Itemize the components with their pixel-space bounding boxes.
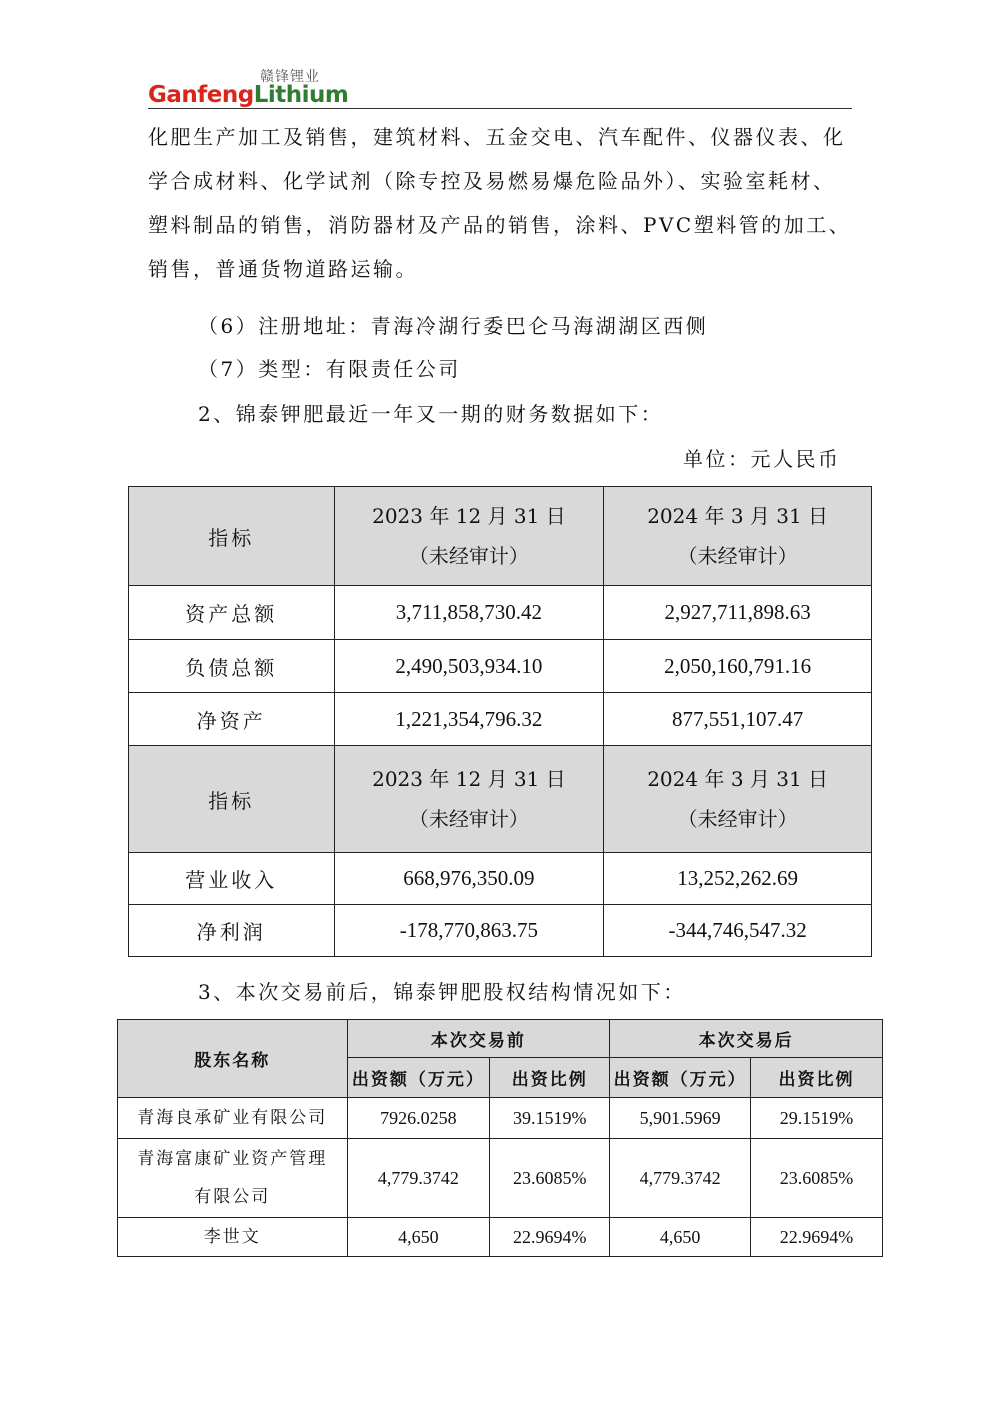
header-indicator: 指标 bbox=[129, 746, 335, 853]
row-value-2024: -344,746,547.32 bbox=[604, 905, 872, 957]
table-header-row bbox=[129, 746, 872, 853]
row-value-2023: 3,711,858,730.42 bbox=[334, 586, 604, 640]
row-value-2024: 2,050,160,791.16 bbox=[604, 640, 872, 693]
row-value-2024: 13,252,262.69 bbox=[604, 853, 872, 905]
business-scope-paragraph: 化肥生产加工及销售，建筑材料、五金交电、汽车配件、仪器仪表、化学合成材料、化学试剂（除专控及易燃易爆危险品外）、实验室耗材、塑料制品的销售，消防器材及产品的销售，涂料、PVC塑料管的加工、销售，普通货物道路运输。 bbox=[148, 125, 852, 281]
before-ratio: 39.1519% bbox=[490, 1098, 610, 1139]
equity-structure-table bbox=[117, 1019, 883, 1257]
financial-data-table bbox=[128, 486, 872, 957]
row-value-2023: -178,770,863.75 bbox=[334, 905, 604, 957]
header-2023-note: （未经审计） bbox=[408, 544, 529, 568]
shareholder-name: 李世文 bbox=[118, 1218, 348, 1257]
after-amount: 5,901.5969 bbox=[610, 1098, 751, 1139]
header-2023 bbox=[334, 746, 604, 853]
table-row bbox=[129, 905, 872, 957]
table-header-row bbox=[118, 1020, 883, 1058]
subheader-amount: 出资额（万元） bbox=[610, 1058, 751, 1098]
header-2023-date: 2023 年 12 月 31 日 bbox=[372, 767, 566, 791]
unit-label: 单位：元人民币 bbox=[683, 447, 841, 471]
logo-chinese-name: 赣锋锂业 bbox=[260, 69, 320, 85]
section-3-heading: 3、本次交易前后，锦泰钾肥股权结构情况如下： bbox=[198, 980, 686, 1004]
before-ratio: 22.9694% bbox=[490, 1218, 610, 1257]
header-2024 bbox=[604, 746, 872, 853]
after-ratio: 29.1519% bbox=[751, 1098, 883, 1139]
header-before-transaction: 本次交易前 bbox=[347, 1020, 610, 1058]
table-row bbox=[118, 1139, 883, 1218]
after-amount: 4,650 bbox=[610, 1218, 751, 1257]
shareholder-name: 青海良承矿业有限公司 bbox=[118, 1098, 348, 1139]
before-amount: 7926.0258 bbox=[347, 1098, 490, 1139]
row-value-2023: 1,221,354,796.32 bbox=[334, 693, 604, 746]
shareholder-name bbox=[118, 1139, 348, 1218]
row-label: 营业收入 bbox=[129, 853, 335, 905]
header-2024-note: （未经审计） bbox=[677, 544, 798, 568]
row-value-2023: 668,976,350.09 bbox=[334, 853, 604, 905]
header-shareholder-name: 股东名称 bbox=[118, 1020, 348, 1098]
before-amount: 4,650 bbox=[347, 1218, 490, 1257]
header-2024-note: （未经审计） bbox=[677, 807, 798, 831]
table-row bbox=[129, 586, 872, 640]
header-2024 bbox=[604, 487, 872, 586]
subheader-amount: 出资额（万元） bbox=[347, 1058, 490, 1098]
table-row bbox=[129, 853, 872, 905]
table-row bbox=[129, 693, 872, 746]
registered-address: （6）注册地址：青海冷湖行委巴仑马海湖湖区西侧 bbox=[198, 314, 709, 338]
shareholder-name-line2: 有限公司 bbox=[194, 1187, 271, 1207]
header-after-transaction: 本次交易后 bbox=[610, 1020, 883, 1058]
table-row bbox=[118, 1218, 883, 1257]
table-row bbox=[118, 1098, 883, 1139]
before-amount: 4,779.3742 bbox=[347, 1139, 490, 1218]
section-2-heading: 2、锦泰钾肥最近一年又一期的财务数据如下： bbox=[198, 402, 664, 426]
logo-text-lithium: Lithium bbox=[253, 82, 349, 108]
before-ratio: 23.6085% bbox=[490, 1139, 610, 1218]
logo-text-ganfeng: Ganfeng bbox=[148, 82, 254, 108]
header-2023-note: （未经审计） bbox=[408, 807, 529, 831]
header-2024-date: 2024 年 3 月 31 日 bbox=[647, 767, 829, 791]
header-2023 bbox=[334, 487, 604, 586]
row-value-2024: 2,927,711,898.63 bbox=[604, 586, 872, 640]
subheader-ratio: 出资比例 bbox=[490, 1058, 610, 1098]
table-row bbox=[129, 640, 872, 693]
row-label: 资产总额 bbox=[129, 586, 335, 640]
row-value-2023: 2,490,503,934.10 bbox=[334, 640, 604, 693]
shareholder-name-line1: 青海富康矿业资产管理 bbox=[137, 1149, 328, 1169]
header-divider bbox=[148, 108, 852, 109]
page-header bbox=[148, 62, 852, 110]
after-amount: 4,779.3742 bbox=[610, 1139, 751, 1218]
row-label: 净资产 bbox=[129, 693, 335, 746]
header-2023-date: 2023 年 12 月 31 日 bbox=[372, 504, 566, 528]
company-type: （7）类型：有限责任公司 bbox=[198, 357, 461, 381]
subheader-ratio: 出资比例 bbox=[751, 1058, 883, 1098]
company-logo bbox=[148, 82, 348, 108]
after-ratio: 22.9694% bbox=[751, 1218, 883, 1257]
table-header-row bbox=[129, 487, 872, 586]
row-label: 负债总额 bbox=[129, 640, 335, 693]
header-indicator: 指标 bbox=[129, 487, 335, 586]
after-ratio: 23.6085% bbox=[751, 1139, 883, 1218]
header-2024-date: 2024 年 3 月 31 日 bbox=[647, 504, 829, 528]
row-label: 净利润 bbox=[129, 905, 335, 957]
row-value-2024: 877,551,107.47 bbox=[604, 693, 872, 746]
